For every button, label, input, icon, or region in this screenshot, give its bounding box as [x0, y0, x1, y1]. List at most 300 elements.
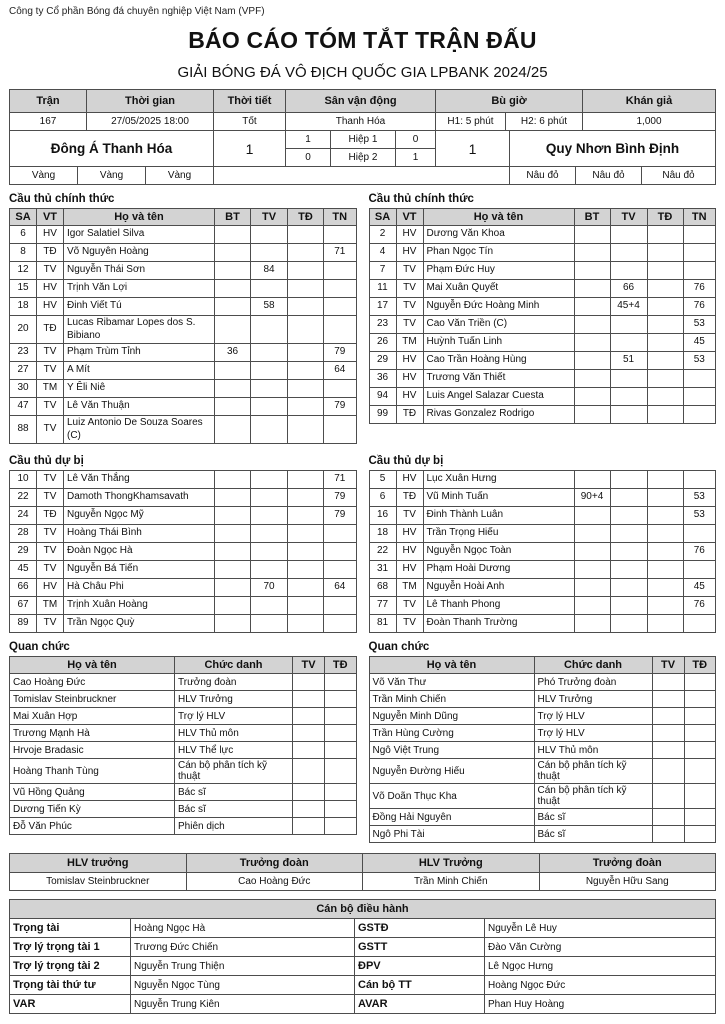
table-cell — [251, 244, 288, 262]
table-cell — [647, 316, 683, 334]
table-cell — [574, 388, 610, 406]
table-cell: HV — [37, 579, 64, 597]
table-cell — [684, 674, 716, 691]
table-cell — [647, 388, 683, 406]
table-cell: Cán bộ phân tích kỹ thuật — [175, 759, 293, 784]
col-yellow-card: TV — [293, 657, 325, 674]
table-cell: 12 — [10, 262, 37, 280]
table-cell: HV — [37, 280, 64, 298]
table-cell: Luis Angel Salazar Cuesta — [423, 388, 574, 406]
table-cell: TĐ — [37, 316, 64, 344]
table-cell: 99 — [369, 406, 396, 424]
table-cell: 45+4 — [610, 298, 647, 316]
company-name: Công ty Cổ phần Bóng đá chuyên nghiệp Việt Nam (VPF) — [9, 6, 265, 17]
table-cell — [684, 759, 716, 784]
away-team-name: Quy Nhơn Bình Định — [510, 131, 716, 167]
table-cell: TV — [37, 525, 64, 543]
table-cell: Trần Trọng Hiếu — [423, 525, 574, 543]
table-cell — [215, 316, 251, 344]
table-cell: Vũ Hồng Quảng — [10, 784, 175, 801]
table-cell — [251, 597, 288, 615]
table-cell: HV — [37, 226, 64, 244]
table-cell: Cán bộ phân tích kỹ thuật — [534, 784, 652, 809]
table-cell: Hrvoje Bradasic — [10, 742, 175, 759]
table-cell: HLV Thủ môn — [534, 742, 652, 759]
away-subs-section — [369, 447, 717, 633]
table-cell: 15 — [10, 280, 37, 298]
table-cell — [288, 280, 324, 298]
table-cell: TV — [37, 543, 64, 561]
table-cell — [574, 226, 610, 244]
table-row — [369, 280, 716, 298]
table-cell — [251, 525, 288, 543]
table-cell — [288, 416, 324, 444]
col-player-name: Họ và tên — [64, 209, 215, 226]
table-cell: Bác sĩ — [534, 826, 652, 843]
table-cell: Trương Đức Chiến — [131, 938, 355, 957]
col-red-card: TĐ — [325, 657, 357, 674]
col-position: VT — [396, 209, 423, 226]
table-cell — [288, 597, 324, 615]
col-home-delegation-leader: Trưởng đoàn — [186, 854, 363, 873]
table-cell: Nguyễn Hoài Anh — [423, 579, 574, 597]
table-row — [369, 674, 716, 691]
table-cell — [325, 784, 357, 801]
col-attendance: Khán giả — [583, 90, 716, 113]
table-cell: Phó Trưởng đoàn — [534, 674, 652, 691]
table-cell: Trần Hùng Cường — [369, 725, 534, 742]
table-row — [10, 615, 357, 633]
col-yellow-card: TV — [610, 209, 647, 226]
table-cell: 79 — [324, 344, 357, 362]
table-cell: Mai Xuân Hợp — [10, 708, 175, 725]
table-cell: HLV Thủ môn — [175, 725, 293, 742]
table-cell: TM — [37, 380, 64, 398]
table-cell: Phạm Hoài Dương — [423, 561, 574, 579]
table-cell — [610, 316, 647, 334]
table-cell — [610, 244, 647, 262]
table-cell — [684, 784, 716, 809]
table-row — [369, 742, 716, 759]
table-cell — [683, 388, 716, 406]
table-cell: ĐPV — [355, 957, 485, 976]
table-cell — [684, 725, 716, 742]
table-cell — [574, 597, 610, 615]
col-red-card: TĐ — [288, 209, 324, 226]
table-cell: Trợ lý HLV — [534, 708, 652, 725]
table-cell — [324, 316, 357, 344]
table-cell: 53 — [683, 507, 716, 525]
table-cell: 89 — [10, 615, 37, 633]
table-row — [369, 406, 716, 424]
table-cell — [647, 334, 683, 352]
col-home-head-coach: HLV trưởng — [10, 854, 187, 873]
table-cell — [288, 244, 324, 262]
col-red-card: TĐ — [684, 657, 716, 674]
table-cell: 76 — [683, 298, 716, 316]
half1-home-goals: 1 — [286, 131, 331, 149]
table-cell — [215, 471, 251, 489]
table-cell: 58 — [251, 298, 288, 316]
table-cell — [288, 298, 324, 316]
table-cell: 18 — [10, 298, 37, 316]
col-shirt-number: SA — [369, 209, 396, 226]
table-cell: Lục Xuân Hưng — [423, 471, 574, 489]
table-cell: Huỳnh Tuấn Linh — [423, 334, 574, 352]
table-cell — [288, 525, 324, 543]
table-cell: TĐ — [37, 244, 64, 262]
table-row — [10, 579, 357, 597]
table-cell: 18 — [369, 525, 396, 543]
table-cell: 79 — [324, 507, 357, 525]
table-cell — [288, 316, 324, 344]
match-officials-title: Cán bộ điều hành — [10, 900, 716, 919]
table-cell — [684, 809, 716, 826]
table-cell: Hoàng Thanh Tùng — [10, 759, 175, 784]
table-cell — [610, 597, 647, 615]
table-cell: HV — [396, 226, 423, 244]
table-cell: Cao Văn Triền (C) — [423, 316, 574, 334]
table-cell — [324, 525, 357, 543]
table-cell: TV — [37, 262, 64, 280]
table-cell — [684, 742, 716, 759]
table-row — [369, 370, 716, 388]
table-cell: Damoth ThongKhamsavath — [64, 489, 215, 507]
table-row — [10, 416, 357, 444]
table-row — [369, 809, 716, 826]
table-cell — [610, 334, 647, 352]
table-cell: Đào Văn Cường — [485, 938, 716, 957]
col-goals: BT — [215, 209, 251, 226]
away-kit-1: Nâu đỏ — [510, 167, 576, 185]
col-yellow-card: TV — [652, 657, 684, 674]
table-cell — [251, 471, 288, 489]
table-cell — [251, 543, 288, 561]
table-cell: 94 — [369, 388, 396, 406]
table-cell: Y Êli Niê — [64, 380, 215, 398]
col-substitution: TN — [683, 209, 716, 226]
coach-summary-value-row — [10, 873, 716, 891]
table-row — [369, 725, 716, 742]
table-row — [10, 976, 716, 995]
table-cell: Lê Văn Thắng — [64, 471, 215, 489]
table-cell — [647, 244, 683, 262]
table-cell — [288, 471, 324, 489]
table-cell: Cán bộ TT — [355, 976, 485, 995]
table-cell — [325, 725, 357, 742]
table-cell: Hoàng Thái Bình — [64, 525, 215, 543]
col-away-head-coach: HLV Trưởng — [363, 854, 540, 873]
table-cell: Luiz Antonio De Souza Soares (C) — [64, 416, 215, 444]
table-cell: Cao Trần Hoàng Hùng — [423, 352, 574, 370]
table-cell: Trợ lý trọng tài 2 — [10, 957, 131, 976]
table-cell — [293, 742, 325, 759]
away-starters-title: Cầu thủ chính thức — [368, 193, 474, 205]
coach-summary-header-row — [10, 854, 716, 873]
table-cell: 8 — [10, 244, 37, 262]
table-cell — [288, 615, 324, 633]
table-cell: Mai Xuân Quyết — [423, 280, 574, 298]
table-cell — [215, 380, 251, 398]
table-cell — [610, 507, 647, 525]
table-cell: HLV Trưởng — [534, 691, 652, 708]
table-cell — [215, 280, 251, 298]
table-cell — [652, 742, 684, 759]
table-cell — [610, 370, 647, 388]
table-cell: Cán bộ phân tích kỹ thuật — [534, 759, 652, 784]
table-cell: 45 — [683, 334, 716, 352]
table-cell — [251, 226, 288, 244]
home-kit-1: Vàng — [10, 167, 78, 185]
table-cell — [288, 507, 324, 525]
table-cell: 76 — [683, 597, 716, 615]
away-subs-table — [369, 470, 717, 633]
table-cell: 88 — [10, 416, 37, 444]
table-row — [10, 507, 357, 525]
table-cell — [215, 597, 251, 615]
score-table — [9, 130, 716, 167]
table-row — [369, 316, 716, 334]
table-cell: TV — [396, 280, 423, 298]
table-cell — [325, 801, 357, 818]
table-cell — [325, 708, 357, 725]
table-cell — [324, 597, 357, 615]
table-row — [10, 262, 357, 280]
table-cell: Trịnh Xuân Hoàng — [64, 597, 215, 615]
table-cell: 2 — [369, 226, 396, 244]
table-cell — [251, 489, 288, 507]
col-goals: BT — [574, 209, 610, 226]
table-cell — [251, 362, 288, 380]
table-cell — [324, 298, 357, 316]
stoppage-h2: H2: 6 phút — [506, 113, 583, 131]
table-cell: 68 — [369, 579, 396, 597]
table-cell: 11 — [369, 280, 396, 298]
table-row — [10, 784, 357, 801]
home-subs-section — [9, 447, 357, 633]
table-cell: TV — [37, 561, 64, 579]
table-cell: TĐ — [396, 489, 423, 507]
table-cell — [215, 244, 251, 262]
table-cell: Lê Văn Thuận — [64, 398, 215, 416]
table-cell — [293, 784, 325, 801]
table-cell: 66 — [10, 579, 37, 597]
table-cell: Phan Huy Hoàng — [485, 995, 716, 1014]
table-row — [369, 471, 716, 489]
home-subs-title: Cầu thủ dự bị — [9, 455, 84, 467]
table-row — [369, 561, 716, 579]
table-cell: TM — [396, 579, 423, 597]
home-total-score: 1 — [214, 131, 286, 167]
table-cell: HV — [396, 525, 423, 543]
table-cell — [574, 262, 610, 280]
match-datetime: 27/05/2025 18:00 — [87, 113, 214, 131]
table-cell — [215, 615, 251, 633]
table-cell: VAR — [10, 995, 131, 1014]
table-cell — [683, 525, 716, 543]
table-cell — [251, 561, 288, 579]
table-cell: Tomislav Steinbruckner — [10, 691, 175, 708]
table-cell: TV — [37, 489, 64, 507]
away-officials-section — [369, 633, 717, 843]
table-cell — [647, 370, 683, 388]
table-row — [10, 471, 357, 489]
col-stoppage-time: Bù giờ — [436, 90, 583, 113]
table-cell — [574, 543, 610, 561]
away-kit-2: Nâu đỏ — [576, 167, 642, 185]
table-cell: 20 — [10, 316, 37, 344]
col-official-role: Chức danh — [175, 657, 293, 674]
table-cell — [288, 226, 324, 244]
table-cell: Nguyễn Trung Kiên — [131, 995, 355, 1014]
table-cell: Trịnh Văn Lợi — [64, 280, 215, 298]
table-cell — [610, 579, 647, 597]
table-cell — [325, 759, 357, 784]
table-cell: HV — [396, 388, 423, 406]
table-cell: Trưởng đoàn — [175, 674, 293, 691]
half2-label: Hiệp 2 — [331, 149, 396, 167]
table-cell: 29 — [369, 352, 396, 370]
table-cell — [215, 489, 251, 507]
table-row — [369, 826, 716, 843]
table-cell — [683, 406, 716, 424]
table-cell: 10 — [10, 471, 37, 489]
table-row — [10, 561, 357, 579]
table-row — [10, 597, 357, 615]
table-row — [10, 674, 357, 691]
table-cell: TV — [396, 316, 423, 334]
table-cell — [288, 561, 324, 579]
table-cell: Võ Nguyên Hoàng — [64, 244, 215, 262]
table-cell: TV — [37, 362, 64, 380]
table-cell — [325, 818, 357, 835]
table-cell — [251, 398, 288, 416]
table-cell — [647, 262, 683, 280]
table-row — [10, 226, 357, 244]
table-cell — [610, 543, 647, 561]
table-cell: 23 — [10, 344, 37, 362]
table-cell: 79 — [324, 489, 357, 507]
table-cell: A Mít — [64, 362, 215, 380]
table-row — [369, 691, 716, 708]
table-cell — [325, 691, 357, 708]
table-cell — [647, 352, 683, 370]
table-cell — [293, 691, 325, 708]
table-cell — [288, 344, 324, 362]
table-cell: 71 — [324, 471, 357, 489]
table-cell: 6 — [369, 489, 396, 507]
table-row — [10, 759, 357, 784]
table-row — [10, 995, 716, 1014]
table-cell: Rivas Gonzalez Rodrigo — [423, 406, 574, 424]
table-cell: HV — [396, 352, 423, 370]
table-cell: Hà Châu Phi — [64, 579, 215, 597]
table-cell — [684, 691, 716, 708]
table-cell — [647, 471, 683, 489]
table-cell — [652, 759, 684, 784]
table-cell — [647, 280, 683, 298]
table-cell — [574, 525, 610, 543]
col-substitution: TN — [324, 209, 357, 226]
table-cell: Dương Văn Khoa — [423, 226, 574, 244]
table-cell — [610, 226, 647, 244]
table-row — [10, 280, 357, 298]
table-cell — [574, 334, 610, 352]
table-cell: TV — [37, 398, 64, 416]
table-cell — [610, 406, 647, 424]
table-cell — [215, 579, 251, 597]
table-cell: 90+4 — [574, 489, 610, 507]
away-kit-3: Nâu đỏ — [642, 167, 716, 185]
table-cell — [610, 525, 647, 543]
home-starters-section — [9, 185, 357, 447]
home-subs-table — [9, 470, 357, 633]
away-officials-table — [369, 656, 717, 843]
table-row — [369, 708, 716, 725]
table-cell — [215, 362, 251, 380]
table-row — [369, 388, 716, 406]
table-cell: Ngô Việt Trung — [369, 742, 534, 759]
table-cell — [683, 615, 716, 633]
table-row — [369, 597, 716, 615]
home-officials-section — [9, 633, 357, 843]
table-cell: TĐ — [37, 507, 64, 525]
lineup-header-row — [369, 209, 716, 226]
table-cell: Đoàn Thanh Trường — [423, 615, 574, 633]
table-row — [10, 801, 357, 818]
table-row — [10, 957, 716, 976]
table-cell — [574, 561, 610, 579]
table-cell — [215, 298, 251, 316]
away-officials-title: Quan chức — [368, 641, 430, 653]
table-cell — [288, 362, 324, 380]
table-cell — [610, 262, 647, 280]
table-cell: 22 — [10, 489, 37, 507]
away-total-score: 1 — [436, 131, 510, 167]
table-cell: 22 — [369, 543, 396, 561]
table-row — [10, 525, 357, 543]
table-cell: HV — [396, 244, 423, 262]
table-cell — [251, 280, 288, 298]
table-cell — [574, 406, 610, 424]
table-row — [369, 543, 716, 561]
table-cell: 7 — [369, 262, 396, 280]
table-cell — [647, 615, 683, 633]
table-cell: 5 — [369, 471, 396, 489]
table-cell: Trần Minh Chiến — [369, 691, 534, 708]
table-cell — [652, 725, 684, 742]
table-cell: 36 — [215, 344, 251, 362]
col-weather: Thời tiết — [214, 90, 286, 113]
table-cell — [288, 543, 324, 561]
table-cell — [683, 370, 716, 388]
table-cell — [652, 809, 684, 826]
table-cell: Đồng Hải Nguyên — [369, 809, 534, 826]
stadium-value: Thanh Hóa — [286, 113, 436, 131]
table-cell: TM — [396, 334, 423, 352]
attendance-value: 1,000 — [583, 113, 716, 131]
table-cell: 4 — [369, 244, 396, 262]
away-head-coach: Trần Minh Chiến — [363, 873, 540, 891]
col-official-role: Chức danh — [534, 657, 652, 674]
table-cell — [251, 344, 288, 362]
table-cell: Nguyễn Ngọc Mỹ — [64, 507, 215, 525]
col-red-card: TĐ — [647, 209, 683, 226]
table-cell — [652, 708, 684, 725]
col-player-name: Họ và tên — [423, 209, 574, 226]
table-cell — [574, 471, 610, 489]
table-cell: AVAR — [355, 995, 485, 1014]
